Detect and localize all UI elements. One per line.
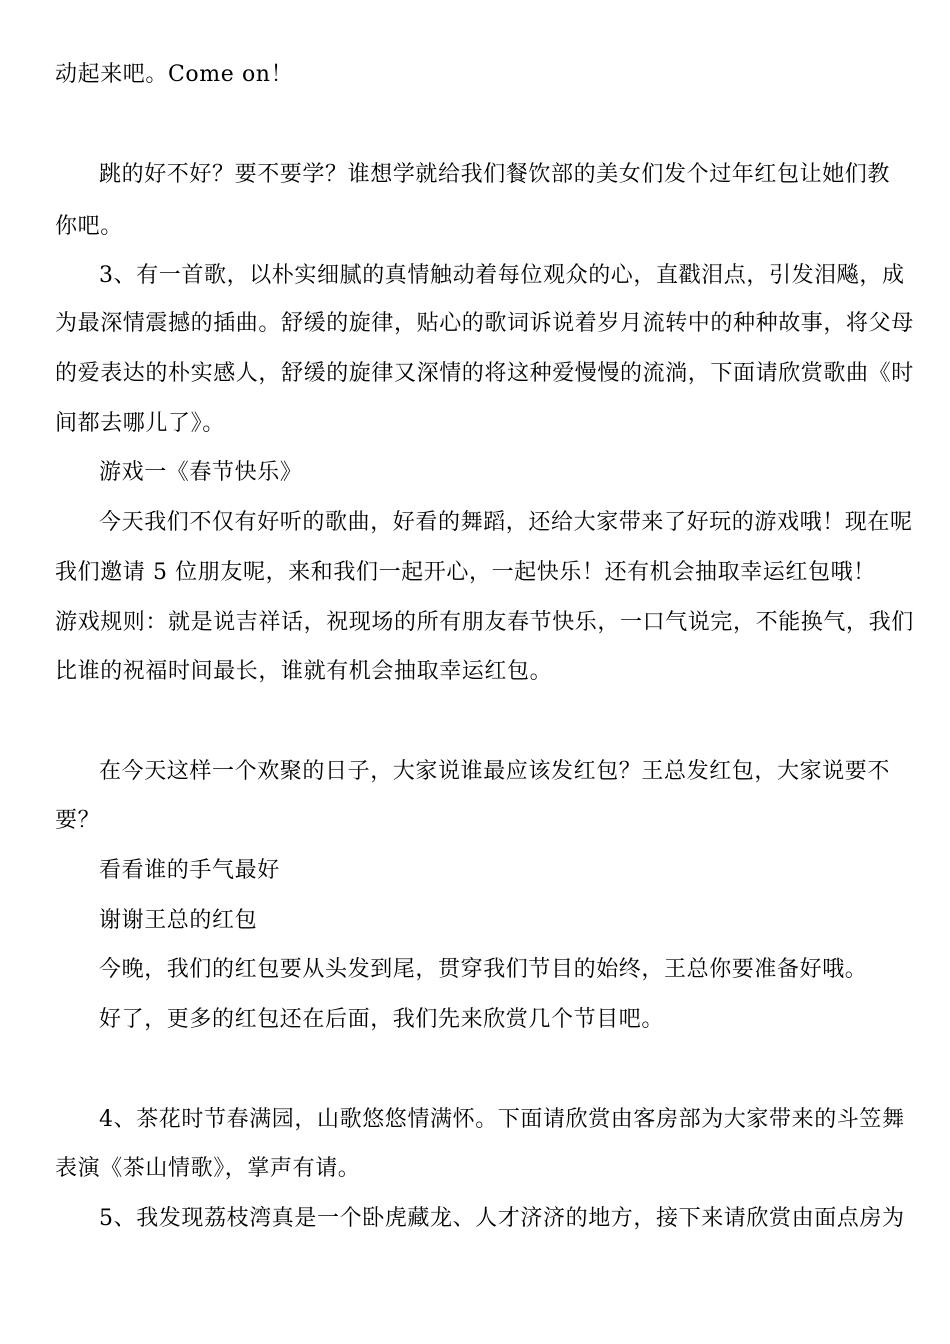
text-line: 好了，更多的红包还在后面，我们先来欣赏几个节目吧。 [99,1007,665,1032]
text-line: 在今天这样一个欢聚的日子，大家说谁最应该发红包？王总发红包，大家说要不 [99,759,891,784]
text-line: 今天我们不仅有好听的歌曲，好看的舞蹈，还给大家带来了好玩的游戏哦！现在呢 [99,510,913,535]
text-line: 跳的好不好？要不要学？谁想学就给我们餐饮部的美女们发个过年红包让她们教 [99,162,891,187]
text-line: 比谁的祝福时间最长，谁就有机会抽取幸运红包。 [55,659,553,684]
text-line: 要？ [55,808,101,833]
text-line: 表演《茶山情歌》，掌声有请。 [55,1156,361,1181]
text-line: 动起来吧。Come on！ [55,62,294,87]
text-line: 你吧。 [55,214,123,239]
text-line: 为最深情震撼的插曲。舒缓的旋律，贴心的歌词诉说着岁月流转中的种种故事，将父母 [55,311,914,336]
text-line: 的爱表达的朴实感人，舒缓的旋律又深情的将这种爱慢慢的流淌，下面请欣赏歌曲《时 [55,361,914,386]
text-line: 谢谢王总的红包 [99,908,258,933]
text-line: 5、我发现荔枝湾真是一个卧虎藏龙、人才济济的地方，接下来请欣赏由面点房为 [99,1206,905,1231]
text-line: 我们邀请 5 位朋友呢，来和我们一起开心，一起快乐！还有机会抽取幸运红包哦！ [55,560,876,585]
text-line: 间都去哪儿了》。 [55,411,225,436]
text-line: 3、有一首歌，以朴实细腻的真情触动着每位观众的心，直戳泪点，引发泪飚，成 [99,263,905,288]
text-line: 游戏规则：就是说吉祥话，祝现场的所有朋友春节快乐，一口气说完，不能换气，我们 [55,610,914,635]
text-line: 4、茶花时节春满园，山歌悠悠情满怀。下面请欣赏由客房部为大家带来的斗笠舞 [99,1107,905,1132]
text-line: 看看谁的手气最好 [99,858,280,883]
text-line: 今晚，我们的红包要从头发到尾，贯穿我们节目的始终，王总你要准备好哦。 [99,957,868,982]
section-heading: 游戏一《春节快乐》 [99,460,303,485]
